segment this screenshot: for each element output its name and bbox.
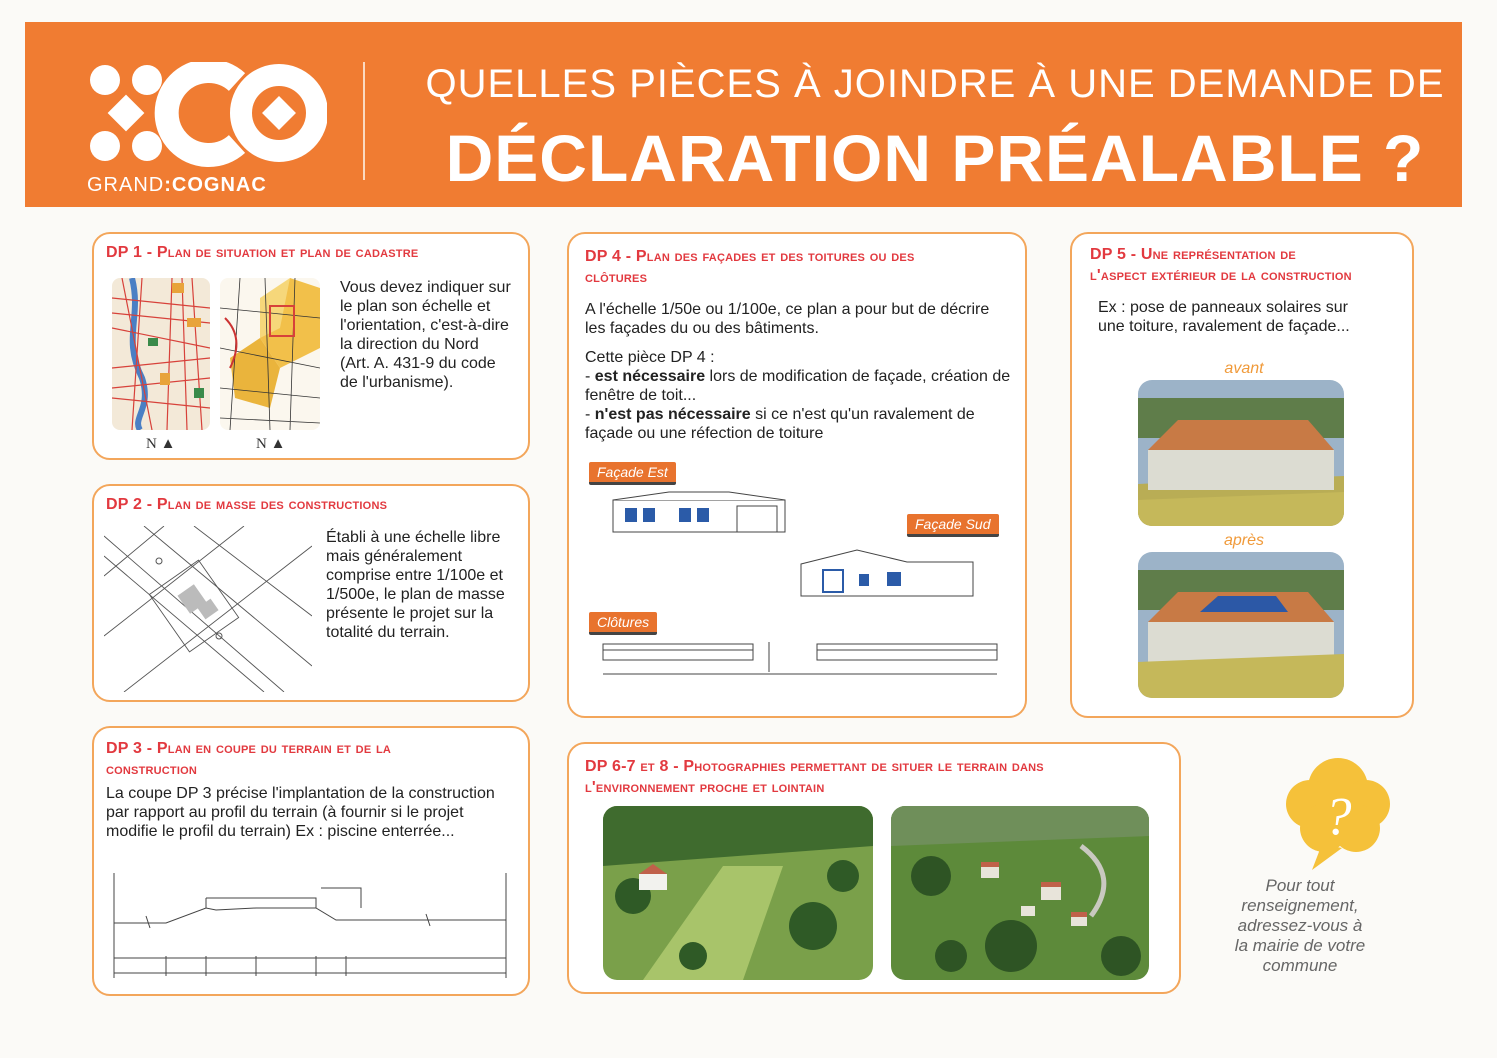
dp4-title-line1: DP 4 - Plan des façades et des toitures ou des	[585, 248, 915, 265]
cadastre-map-image	[220, 278, 320, 430]
dp678-title-line2: l'environnement proche et lointain	[585, 779, 825, 796]
north-indicator-left: N ▲	[146, 436, 176, 452]
north-indicator-right: N ▲	[256, 436, 286, 452]
grand-cognac-logo	[87, 62, 327, 202]
dp4-list-item-2: - n'est pas nécessaire si ce n'est qu'un ravalement de façade ou une réfection de toiture	[585, 406, 975, 442]
dp2-title: DP 2 - Plan de masse des constructions	[106, 496, 388, 513]
header-banner	[25, 22, 1462, 207]
dp5-title-line1: DP 5 - Une représentation de	[1090, 246, 1296, 263]
site-plan-drawing	[104, 526, 312, 692]
question-cloud-icon	[1282, 748, 1394, 870]
dp5-card	[1070, 232, 1414, 718]
before-photo	[1138, 380, 1344, 526]
aerial-photo-far	[891, 806, 1149, 980]
dp3-card	[92, 726, 530, 996]
dp5-title-line2: l'aspect extérieur de la construction	[1090, 267, 1352, 284]
dp1-text: Vous devez indiquer sur le plan son échelle et l'orientation, c'est-à-dire la direction du Nord (Art. A. 431-9 du code de l'urbanisme).	[340, 279, 511, 391]
clotures-drawing	[599, 638, 1009, 682]
dp4-title-line2: clôtures	[585, 269, 648, 286]
dp4-list	[585, 348, 1013, 443]
dp2-text: Établi à une échelle libre mais généralement comprise entre 1/100e et 1/500e, le plan de masse présente le projet sur la totalité du terrain.	[326, 529, 505, 641]
xco-logo-icon	[87, 62, 327, 172]
after-label: après	[1223, 532, 1265, 549]
dp3-title-line2: construction	[106, 761, 198, 778]
help-text: Pour tout renseignement, adressez-vous à la mairie de votre commune	[1234, 876, 1366, 975]
page-title-line1: QUELLES PIÈCES À JOINDRE À UNE DEMANDE DE	[425, 62, 1445, 106]
dp4-intro: A l'échelle 1/50e ou 1/100e, ce plan a pour but de décrire les façades du ou des bâtiments.	[585, 301, 990, 337]
situation-map-image	[112, 278, 210, 430]
question-mark: ?	[1324, 786, 1352, 846]
dp678-card	[567, 742, 1181, 994]
facade-sud-caption: Façade Sud	[907, 514, 999, 537]
facade-sud-drawing	[797, 546, 977, 598]
cross-section-drawing	[106, 868, 516, 988]
page-title-line2: DÉCLARATION PRÉALABLE ?	[445, 121, 1425, 195]
dp1-title: DP 1 - Plan de situation et plan de cadastre	[106, 244, 419, 261]
logo-text: GRAND:COGNAC	[87, 174, 267, 196]
facade-est-caption: Façade Est	[589, 462, 676, 485]
dp4-list-heading: Cette pièce DP 4 :	[585, 349, 715, 366]
after-photo	[1138, 552, 1344, 698]
dp3-title-line1: DP 3 - Plan en coupe du terrain et de la	[106, 740, 392, 757]
dp1-card	[92, 232, 530, 460]
dp4-card	[567, 232, 1027, 718]
dp4-list-item-1: - est nécessaire lors de modification de façade, création de fenêtre de toit...	[585, 368, 1011, 404]
aerial-photo-near	[603, 806, 873, 980]
dp3-text: La coupe DP 3 précise l'implantation de la construction par rapport au profil du terrain (à fournir si le projet modifie le profil du terrain) Ex : piscine enterrée...	[106, 785, 495, 840]
banner-divider	[363, 62, 365, 180]
dp2-card	[92, 484, 530, 702]
clotures-caption: Clôtures	[589, 612, 657, 635]
before-label: avant	[1224, 360, 1264, 377]
dp678-title-line1: DP 6-7 et 8 - Photographies permettant de situer le terrain dans	[585, 758, 1044, 775]
dp5-text: Ex : pose de panneaux solaires sur une toiture, ravalement de façade...	[1098, 299, 1350, 335]
facade-est-drawing	[609, 488, 789, 536]
